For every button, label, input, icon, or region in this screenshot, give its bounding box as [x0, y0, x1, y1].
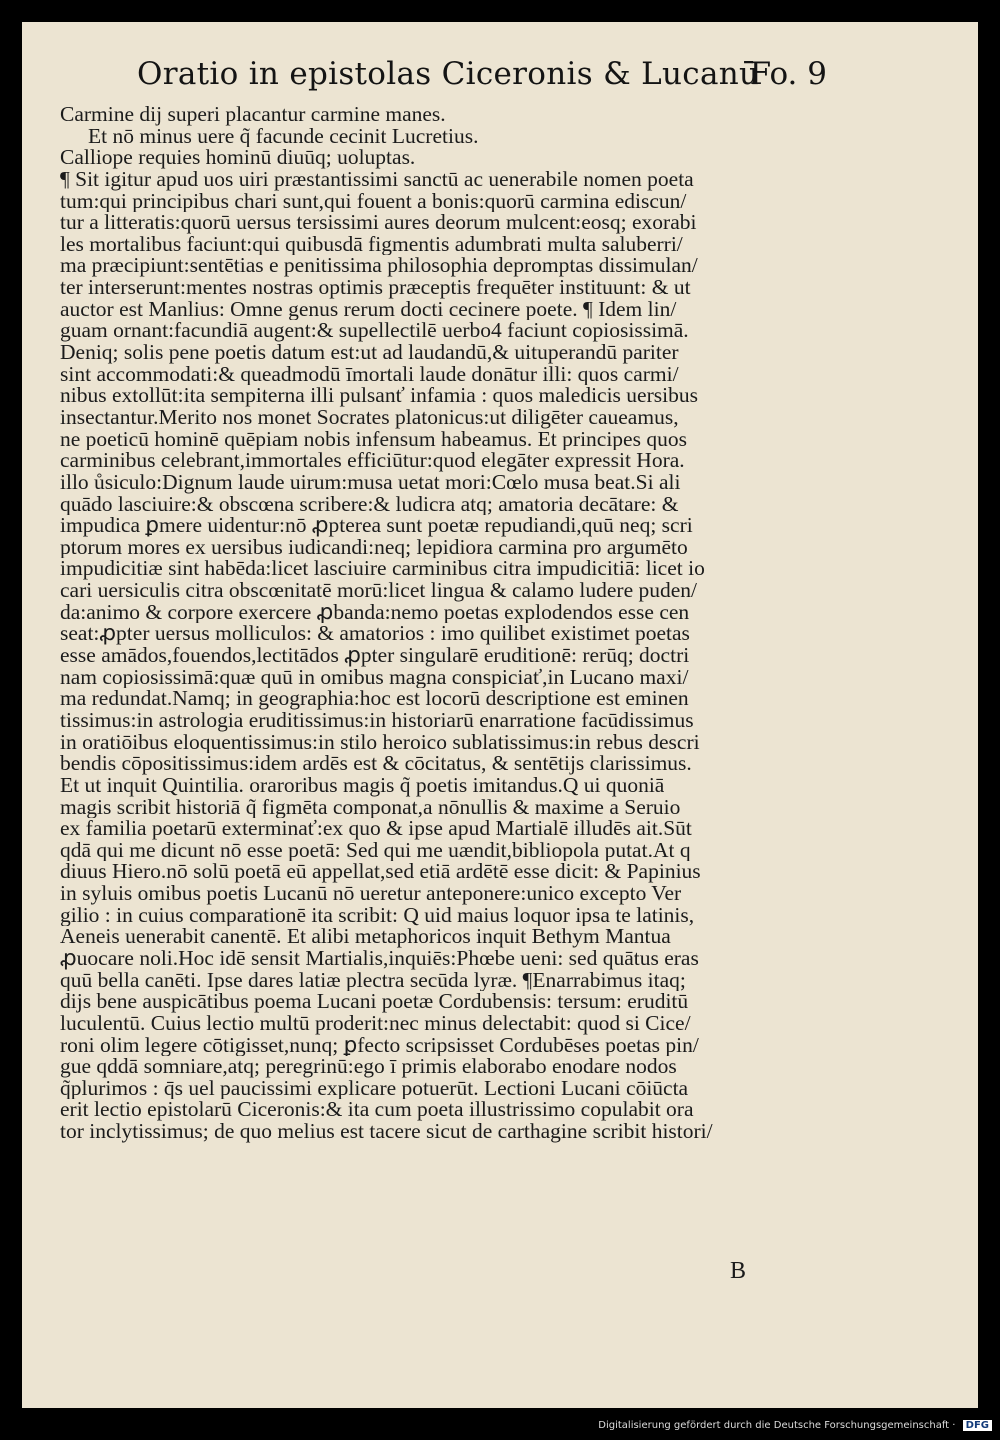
text-line: Carmine dij superi placantur carmine manes. [60, 104, 446, 126]
text-line: luculentū. Cuius lectio multū proderit:nec minus delectabit: quod si Cice/ [60, 1012, 691, 1035]
text-line: tor inclytissimus; de quo melius est tacere sicut de carthagine scribit histori/ [60, 1121, 713, 1143]
signature-mark: B [730, 1258, 747, 1284]
text-line: quādo lasciuire:& obscœna scribere:& ludicra atq; amatoria decātare: & [60, 493, 679, 516]
text-line: in oratiōibus eloquentissimus:in stilo heroico sublatissimus:in rebus descri [60, 731, 700, 754]
dfg-logo: DFG [963, 1420, 992, 1431]
text-line: ptorum mores ex uersibus iudicandi:neq; lepidiora carmina pro argumēto [60, 536, 688, 559]
text-line: seat:ꝓpter uersus molliculos: & amatorios : imo quilibet existimet poetas [60, 623, 690, 646]
text-line: tum:qui principibus chari sunt,qui fouent a bonis:quorū carmina ediscun/ [60, 190, 687, 213]
text-line: q̃plurimos : q̄s uel paucissimi explicare potuerūt. Lectioni Lucani cōiūcta [60, 1077, 689, 1100]
text-line: nibus extollūt:ita sempiterna illi pulsanť infamia : quos maledicis uersibus [60, 385, 698, 407]
text-line: sint accommodati:& queadmodū īmortali laude donātur illi: quos carmi/ [60, 363, 679, 386]
text-line: roni olim legere cōtigisset,nunq; ꝑfecto scripsisset Cordubēses poetas pin/ [60, 1034, 699, 1057]
text-line: ma præcipiunt:sentētias e penitissima philosophia depromptas dissimulan/ [60, 255, 698, 278]
text-line: les mortalibus faciunt:qui quibusdā figmentis adumbrati multa saluberri/ [60, 233, 683, 256]
text-line: gue qddā somniare,atq; peregrinū:ego ī primis elaborabo enodare nodos [60, 1056, 677, 1078]
folio-number: Fo. 9 [749, 56, 827, 92]
text-line: erit lectio epistolarū Ciceronis:& ita cum poeta illustrissimo copulabit ora [60, 1099, 694, 1122]
text-line: in syluis omibus poetis Lucanū nō ueretur anteponere:unico excepto Ver [60, 883, 682, 905]
text-line: bendis cōpositissimus:idem ardēs est & cōcitatus, & sentētijs clarissimus. [60, 753, 692, 775]
text-line: ter interserunt:mentes nostras optimis præceptis frequēter instituunt: & ut [60, 277, 691, 299]
text-line: Et ut inquit Quintilia. oraroribus magis q̃ poetis imitandus.Q ui quoniā [60, 774, 665, 797]
text-line: tur a litteratis:quorū uersus tersissimi aures deorum mulcent:eosq; exorabi [60, 212, 697, 234]
text-line: tissimus:in astrologia eruditissimus:in historiarū enarratione facūdissimus [60, 709, 694, 732]
text-line: illo ůsiculo:Dignum laude uirum:musa uetat mori:Cœlo musa beat.Si ali [60, 471, 681, 494]
text-line: Et nō minus uere q̃ facunde cecinit Lucretius. [88, 125, 479, 148]
text-line: Aeneis uenerabit canentē. Et alibi metaphoricos inquit Bethym Mantua [60, 926, 671, 948]
text-line: diuus Hiero.nō solū poetā eū appellat,sed etiā ardētē esse dicit: & Papinius [60, 861, 701, 884]
text-line: guam ornant:facundiā augent:& supellectilē uerbo4 faciunt copiosissimā. [60, 320, 689, 343]
body-text [60, 104, 850, 1143]
text-line: cari uersiculis citra obscœnitatē morū:licet lingua & calamo ludere puden/ [60, 580, 698, 602]
text-line: ne poeticū hominē quēpiam nobis infensum habeamus. Et principes quos [60, 428, 687, 451]
text-line: impudicitiæ sint habēda:licet lasciuire carminibus citra impudicitiā: licet io [60, 558, 705, 581]
funding-credit-text: Digitalisierung gefördert durch die Deutsche Forschungsgemeinschaft · [598, 1420, 956, 1431]
text-line: impudica ꝑmere uidentur:nō ꝓpterea sunt poetæ repudiandi,quū neq; scri [60, 515, 693, 537]
text-line: quū bella canēti. Ipse dares latiæ plectra secūda lyræ. ¶Enarrabimus itaq; [60, 969, 686, 992]
text-line: gilio : in cuius comparationē ita scribit: Q uid maius loquor ipsa te latinis, [60, 904, 695, 927]
text-line: nam copiosissimā:quæ quū in omibus magna conspiciať,in Lucano maxi/ [60, 666, 689, 689]
text-line: ex familia poetarū exterminať:ex quo & ipse apud Martialē illudēs ait.Sūt [60, 818, 692, 840]
text-line: esse amādos,fouendos,lectitādos ꝓpter singularē eruditionē: rerūq; doctri [60, 645, 690, 667]
text-line: magis scribit historiā q̃ figmēta componat,a nōnullis & maxime a Seruio [60, 796, 681, 819]
text-line: ¶ Sit igitur apud uos uiri præstantissimi sanctū ac uenerabile nomen poeta [60, 168, 694, 191]
page-scan [22, 22, 978, 1408]
text-line: insectantur.Merito nos monet Socrates platonicus:ut diligēter caueamus, [60, 406, 679, 429]
text-line: Deniq; solis pene poetis datum est:ut ad laudandū,& uituperandū pariter [60, 342, 679, 364]
text-line: qdā qui me dicunt nō esse poetā: Sed qui me uændit,bibliopola putat.At q [60, 839, 691, 862]
text-line: auctor est Manlius: Omne genus rerum docti cecinere poete. ¶ Idem lin/ [60, 298, 677, 321]
running-title: Oratio in epistolas Ciceronis & Lucanū [137, 56, 760, 92]
text-line: carminibus celebrant,immortales efficiūtur:quod elegāter expressit Hora. [60, 450, 685, 472]
text-line: da:animo & corpore exercere ꝓbanda:nemo poetas explodendos esse cen [60, 601, 690, 624]
funding-credit [598, 1420, 992, 1431]
text-line: ꝓuocare noli.Hoc idē sensit Martialis,inquiēs:Phœbe ueni: sed quātus eras [60, 947, 699, 970]
text-line: Calliope requies hominū diuūq; uoluptas. [60, 147, 416, 169]
running-header [137, 56, 827, 102]
text-line: ma redundat.Namq; in geographia:hoc est locorū descriptione est eminen [60, 688, 689, 710]
text-line: dijs bene auspicātibus poema Lucani poetæ Cordubensis: tersum: eruditū [60, 991, 689, 1013]
